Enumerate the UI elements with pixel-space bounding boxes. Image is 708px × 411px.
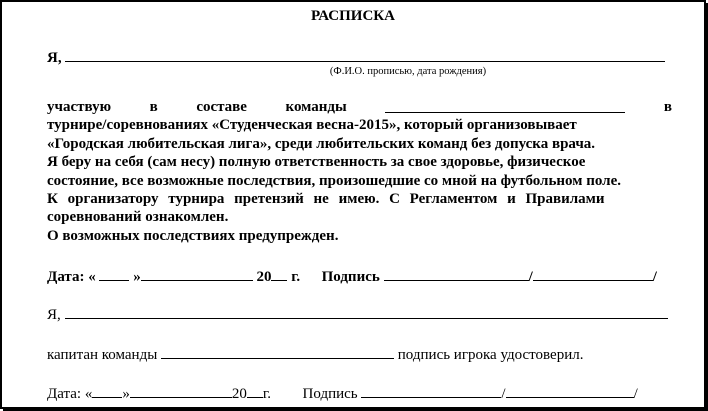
captain-line <box>47 344 583 364</box>
statement-line-4: Я беру на себя (сам несу) полную ответственность за свое здоровье, физическое <box>47 154 586 171</box>
captain-prefix: Я, <box>47 307 61 323</box>
statement-line-7: соревнований ознакомлен. <box>47 209 229 226</box>
year-field[interactable] <box>247 383 263 398</box>
signature-label: Подпись <box>321 269 380 285</box>
statement-line-2 <box>47 116 672 134</box>
slash: / <box>528 269 533 285</box>
team-field[interactable] <box>385 98 625 113</box>
word: составе <box>196 99 247 115</box>
statement-line-5: состояние, все возможные последствия, произошедшие со мной на футбольном поле. <box>47 172 621 189</box>
month-field[interactable] <box>141 266 253 281</box>
year-suffix: г. <box>262 386 272 402</box>
captain-label: капитан команды <box>47 347 158 363</box>
signature-name-field[interactable] <box>506 383 634 398</box>
captain-name-field[interactable] <box>65 304 668 319</box>
date-label: Дата: « <box>47 269 96 285</box>
captain-team-field[interactable] <box>161 344 394 359</box>
name-line <box>47 47 665 67</box>
year-prefix: 20 <box>256 269 272 285</box>
slash: / <box>652 269 657 285</box>
captain-suffix: подпись игрока удостоверил. <box>397 347 584 363</box>
document-title: РАСПИСКА <box>310 8 396 24</box>
statement-line-6: К организатору турнира претензий не имею. С Регламентом и Правилами <box>47 191 605 208</box>
word: команды <box>285 99 347 115</box>
word: в <box>149 99 158 115</box>
name-caption: (Ф.И.О. прописью, дата рождения) <box>329 66 487 77</box>
year-suffix: г. <box>291 269 301 285</box>
slash: / <box>633 386 638 402</box>
date-quote: » <box>133 269 141 285</box>
statement-line-8: О возможных последствиях предупрежден. <box>47 227 339 244</box>
signature-label: Подпись <box>302 386 358 402</box>
date-label: Дата: « <box>47 386 93 402</box>
year-prefix: 20 <box>231 386 247 402</box>
slash: / <box>501 386 506 402</box>
signature-field[interactable] <box>361 383 501 398</box>
date-quote: » <box>122 386 130 402</box>
year-field[interactable] <box>271 266 287 281</box>
word: участвую <box>47 99 112 115</box>
statement-line-1 <box>47 98 672 116</box>
signature-field[interactable] <box>384 266 529 281</box>
name-prefix: Я, <box>47 50 62 66</box>
captain-name-line <box>47 304 668 324</box>
text: турнире/соревнованиях «Студенческая весна-2015», который организовывает <box>47 117 577 134</box>
statement-line-3: «Городская любительская лига», среди любительских команд без допуска врача. <box>47 135 596 152</box>
date-sign-line-1 <box>47 266 657 286</box>
word: в <box>663 99 672 115</box>
date-sign-line-2 <box>47 383 638 403</box>
month-field[interactable] <box>130 383 232 398</box>
statement-text <box>47 98 672 245</box>
day-field[interactable] <box>92 383 122 398</box>
day-field[interactable] <box>99 266 129 281</box>
name-field[interactable] <box>65 47 665 62</box>
signature-name-field[interactable] <box>533 266 653 281</box>
